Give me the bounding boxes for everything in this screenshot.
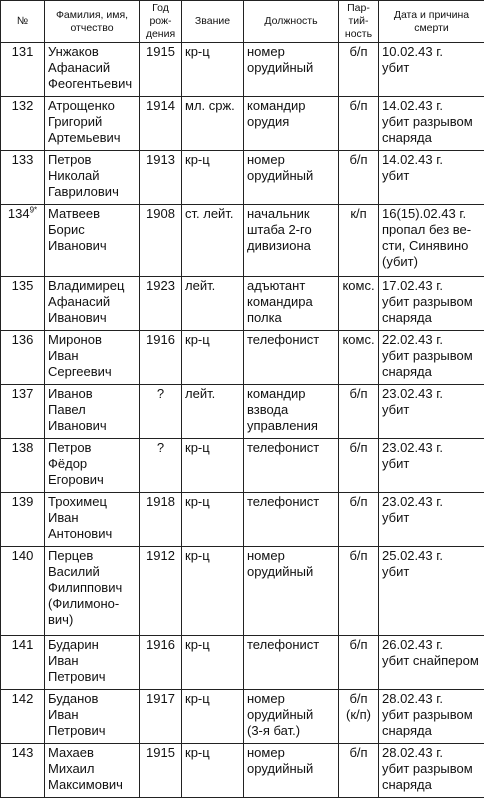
row-number: 141 bbox=[11, 637, 34, 652]
cell-birth-year: 1917 bbox=[140, 690, 182, 744]
cell-full-name: Унжаков Афанасий Феогентьевич bbox=[45, 43, 140, 97]
cell-rank: кр-ц bbox=[182, 331, 244, 385]
cell-rank: кр-ц bbox=[182, 151, 244, 205]
cell-death-date-cause: 14.02.43 г. убит разрывом снаряда bbox=[379, 97, 484, 151]
cell-rank: кр-ц bbox=[182, 439, 244, 493]
cell-rank: лейт. bbox=[182, 277, 244, 331]
header-number: № bbox=[1, 1, 45, 43]
table-row bbox=[1, 636, 484, 690]
cell-birth-year: 1908 bbox=[140, 205, 182, 277]
cell-birth-year: ? bbox=[140, 385, 182, 439]
cell-position: номер орудийный bbox=[244, 744, 339, 798]
table-row bbox=[1, 439, 484, 493]
cell-position: телефонист bbox=[244, 439, 339, 493]
cell-number bbox=[1, 636, 45, 690]
cell-position: адъютант командира полка bbox=[244, 277, 339, 331]
cell-party: б/п bbox=[339, 151, 379, 205]
cell-position: номер орудийный bbox=[244, 43, 339, 97]
cell-birth-year: 1914 bbox=[140, 97, 182, 151]
cell-death-date-cause: 23.02.43 г. убит bbox=[379, 493, 484, 547]
cell-number bbox=[1, 690, 45, 744]
cell-birth-year: 1918 bbox=[140, 493, 182, 547]
cell-position: начальник штаба 2-го дивизиона bbox=[244, 205, 339, 277]
cell-party: б/п bbox=[339, 439, 379, 493]
cell-party: б/п bbox=[339, 547, 379, 636]
cell-rank: кр-ц bbox=[182, 690, 244, 744]
cell-party: б/п bbox=[339, 636, 379, 690]
cell-rank: кр-ц bbox=[182, 547, 244, 636]
cell-full-name: Миронов Иван Сергеевич bbox=[45, 331, 140, 385]
header-position: Должность bbox=[244, 1, 339, 43]
table-row bbox=[1, 205, 484, 277]
cell-birth-year: 1913 bbox=[140, 151, 182, 205]
cell-position: номер орудийный bbox=[244, 547, 339, 636]
row-number: 132 bbox=[11, 98, 34, 113]
table-row bbox=[1, 331, 484, 385]
cell-death-date-cause: 23.02.43 г. убит bbox=[379, 385, 484, 439]
row-number: 143 bbox=[11, 745, 34, 760]
cell-full-name: Петров Фёдор Егорович bbox=[45, 439, 140, 493]
cell-number bbox=[1, 547, 45, 636]
cell-full-name: Иванов Павел Иванович bbox=[45, 385, 140, 439]
cell-birth-year: 1912 bbox=[140, 547, 182, 636]
cell-birth-year: 1916 bbox=[140, 636, 182, 690]
table-row bbox=[1, 97, 484, 151]
cell-death-date-cause: 25.02.43 г. убит bbox=[379, 547, 484, 636]
cell-full-name: Атрощенко Григорий Артемьевич bbox=[45, 97, 140, 151]
cell-death-date-cause: 28.02.43 г. убит разрывом снаряда bbox=[379, 744, 484, 798]
cell-position: командир орудия bbox=[244, 97, 339, 151]
header-party: Пар-тий-ность bbox=[339, 1, 379, 43]
cell-rank: кр-ц bbox=[182, 493, 244, 547]
cell-party: комс. bbox=[339, 277, 379, 331]
cell-party: б/п bbox=[339, 97, 379, 151]
cell-death-date-cause: 22.02.43 г. убит разрывом снаряда bbox=[379, 331, 484, 385]
cell-position: номер орудийный bbox=[244, 151, 339, 205]
table-row bbox=[1, 151, 484, 205]
cell-party: б/п bbox=[339, 744, 379, 798]
row-number: 134 bbox=[7, 206, 30, 221]
row-number: 136 bbox=[11, 332, 34, 347]
cell-birth-year: ? bbox=[140, 439, 182, 493]
cell-party: б/п bbox=[339, 43, 379, 97]
header-death-date-cause: Дата и причина смерти bbox=[379, 1, 484, 43]
cell-number bbox=[1, 97, 45, 151]
cell-death-date-cause: 23.02.43 г. убит bbox=[379, 439, 484, 493]
cell-death-date-cause: 26.02.43 г. убит снайпером bbox=[379, 636, 484, 690]
footnote-marker: 9* bbox=[29, 205, 38, 215]
cell-death-date-cause: 28.02.43 г. убит разрывом снаряда bbox=[379, 690, 484, 744]
cell-position: командир взвода управления bbox=[244, 385, 339, 439]
cell-rank: лейт. bbox=[182, 385, 244, 439]
cell-death-date-cause: 16(15).02.43 г. пропал без ве- сти, Синявино (убит) bbox=[379, 205, 484, 277]
cell-position: телефонист bbox=[244, 493, 339, 547]
table-row bbox=[1, 43, 484, 97]
table-row bbox=[1, 690, 484, 744]
cell-birth-year: 1915 bbox=[140, 744, 182, 798]
cell-party: б/п bbox=[339, 493, 379, 547]
cell-full-name: Владимирец Афанасий Иванович bbox=[45, 277, 140, 331]
table-row bbox=[1, 277, 484, 331]
cell-number bbox=[1, 385, 45, 439]
cell-number bbox=[1, 277, 45, 331]
cell-full-name: Матвеев Борис Иванович bbox=[45, 205, 140, 277]
table-row bbox=[1, 547, 484, 636]
cell-rank: кр-ц bbox=[182, 636, 244, 690]
row-number: 140 bbox=[11, 548, 34, 563]
cell-number bbox=[1, 43, 45, 97]
table-body bbox=[1, 43, 484, 798]
cell-number bbox=[1, 439, 45, 493]
header-rank: Звание bbox=[182, 1, 244, 43]
cell-full-name: Перцев Василий Филиппович (Филимоно- вич) bbox=[45, 547, 140, 636]
cell-birth-year: 1923 bbox=[140, 277, 182, 331]
cell-number bbox=[1, 205, 45, 277]
row-number: 137 bbox=[11, 386, 34, 401]
cell-number bbox=[1, 744, 45, 798]
cell-number bbox=[1, 493, 45, 547]
cell-full-name: Петров Николай Гаврилович bbox=[45, 151, 140, 205]
cell-death-date-cause: 10.02.43 г. убит bbox=[379, 43, 484, 97]
cell-party: к/п bbox=[339, 205, 379, 277]
cell-party: б/п (к/п) bbox=[339, 690, 379, 744]
cell-number bbox=[1, 151, 45, 205]
row-number: 139 bbox=[11, 494, 34, 509]
cell-party: комс. bbox=[339, 331, 379, 385]
row-number: 142 bbox=[11, 691, 34, 706]
cell-birth-year: 1915 bbox=[140, 43, 182, 97]
header-birth-year: Год рож-дения bbox=[140, 1, 182, 43]
cell-full-name: Трохимец Иван Антонович bbox=[45, 493, 140, 547]
row-number: 131 bbox=[11, 44, 34, 59]
table-row bbox=[1, 493, 484, 547]
cell-death-date-cause: 17.02.43 г. убит разрывом снаряда bbox=[379, 277, 484, 331]
cell-party: б/п bbox=[339, 385, 379, 439]
cell-birth-year: 1916 bbox=[140, 331, 182, 385]
row-number: 133 bbox=[11, 152, 34, 167]
table-row bbox=[1, 744, 484, 798]
header-full-name: Фамилия, имя, отчество bbox=[45, 1, 140, 43]
cell-position: телефонист bbox=[244, 636, 339, 690]
header-row bbox=[1, 1, 484, 43]
table-row bbox=[1, 385, 484, 439]
cell-full-name: Махаев Михаил Максимович bbox=[45, 744, 140, 798]
cell-death-date-cause: 14.02.43 г. убит bbox=[379, 151, 484, 205]
cell-full-name: Буданов Иван Петрович bbox=[45, 690, 140, 744]
cell-rank: мл. срж. bbox=[182, 97, 244, 151]
cell-full-name: Бударин Иван Петрович bbox=[45, 636, 140, 690]
cell-rank: ст. лейт. bbox=[182, 205, 244, 277]
cell-rank: кр-ц bbox=[182, 43, 244, 97]
cell-number bbox=[1, 331, 45, 385]
cell-position: номер орудийный (3-я бат.) bbox=[244, 690, 339, 744]
cell-rank: кр-ц bbox=[182, 744, 244, 798]
cell-position: телефонист bbox=[244, 331, 339, 385]
row-number: 135 bbox=[11, 278, 34, 293]
row-number: 138 bbox=[11, 440, 34, 455]
